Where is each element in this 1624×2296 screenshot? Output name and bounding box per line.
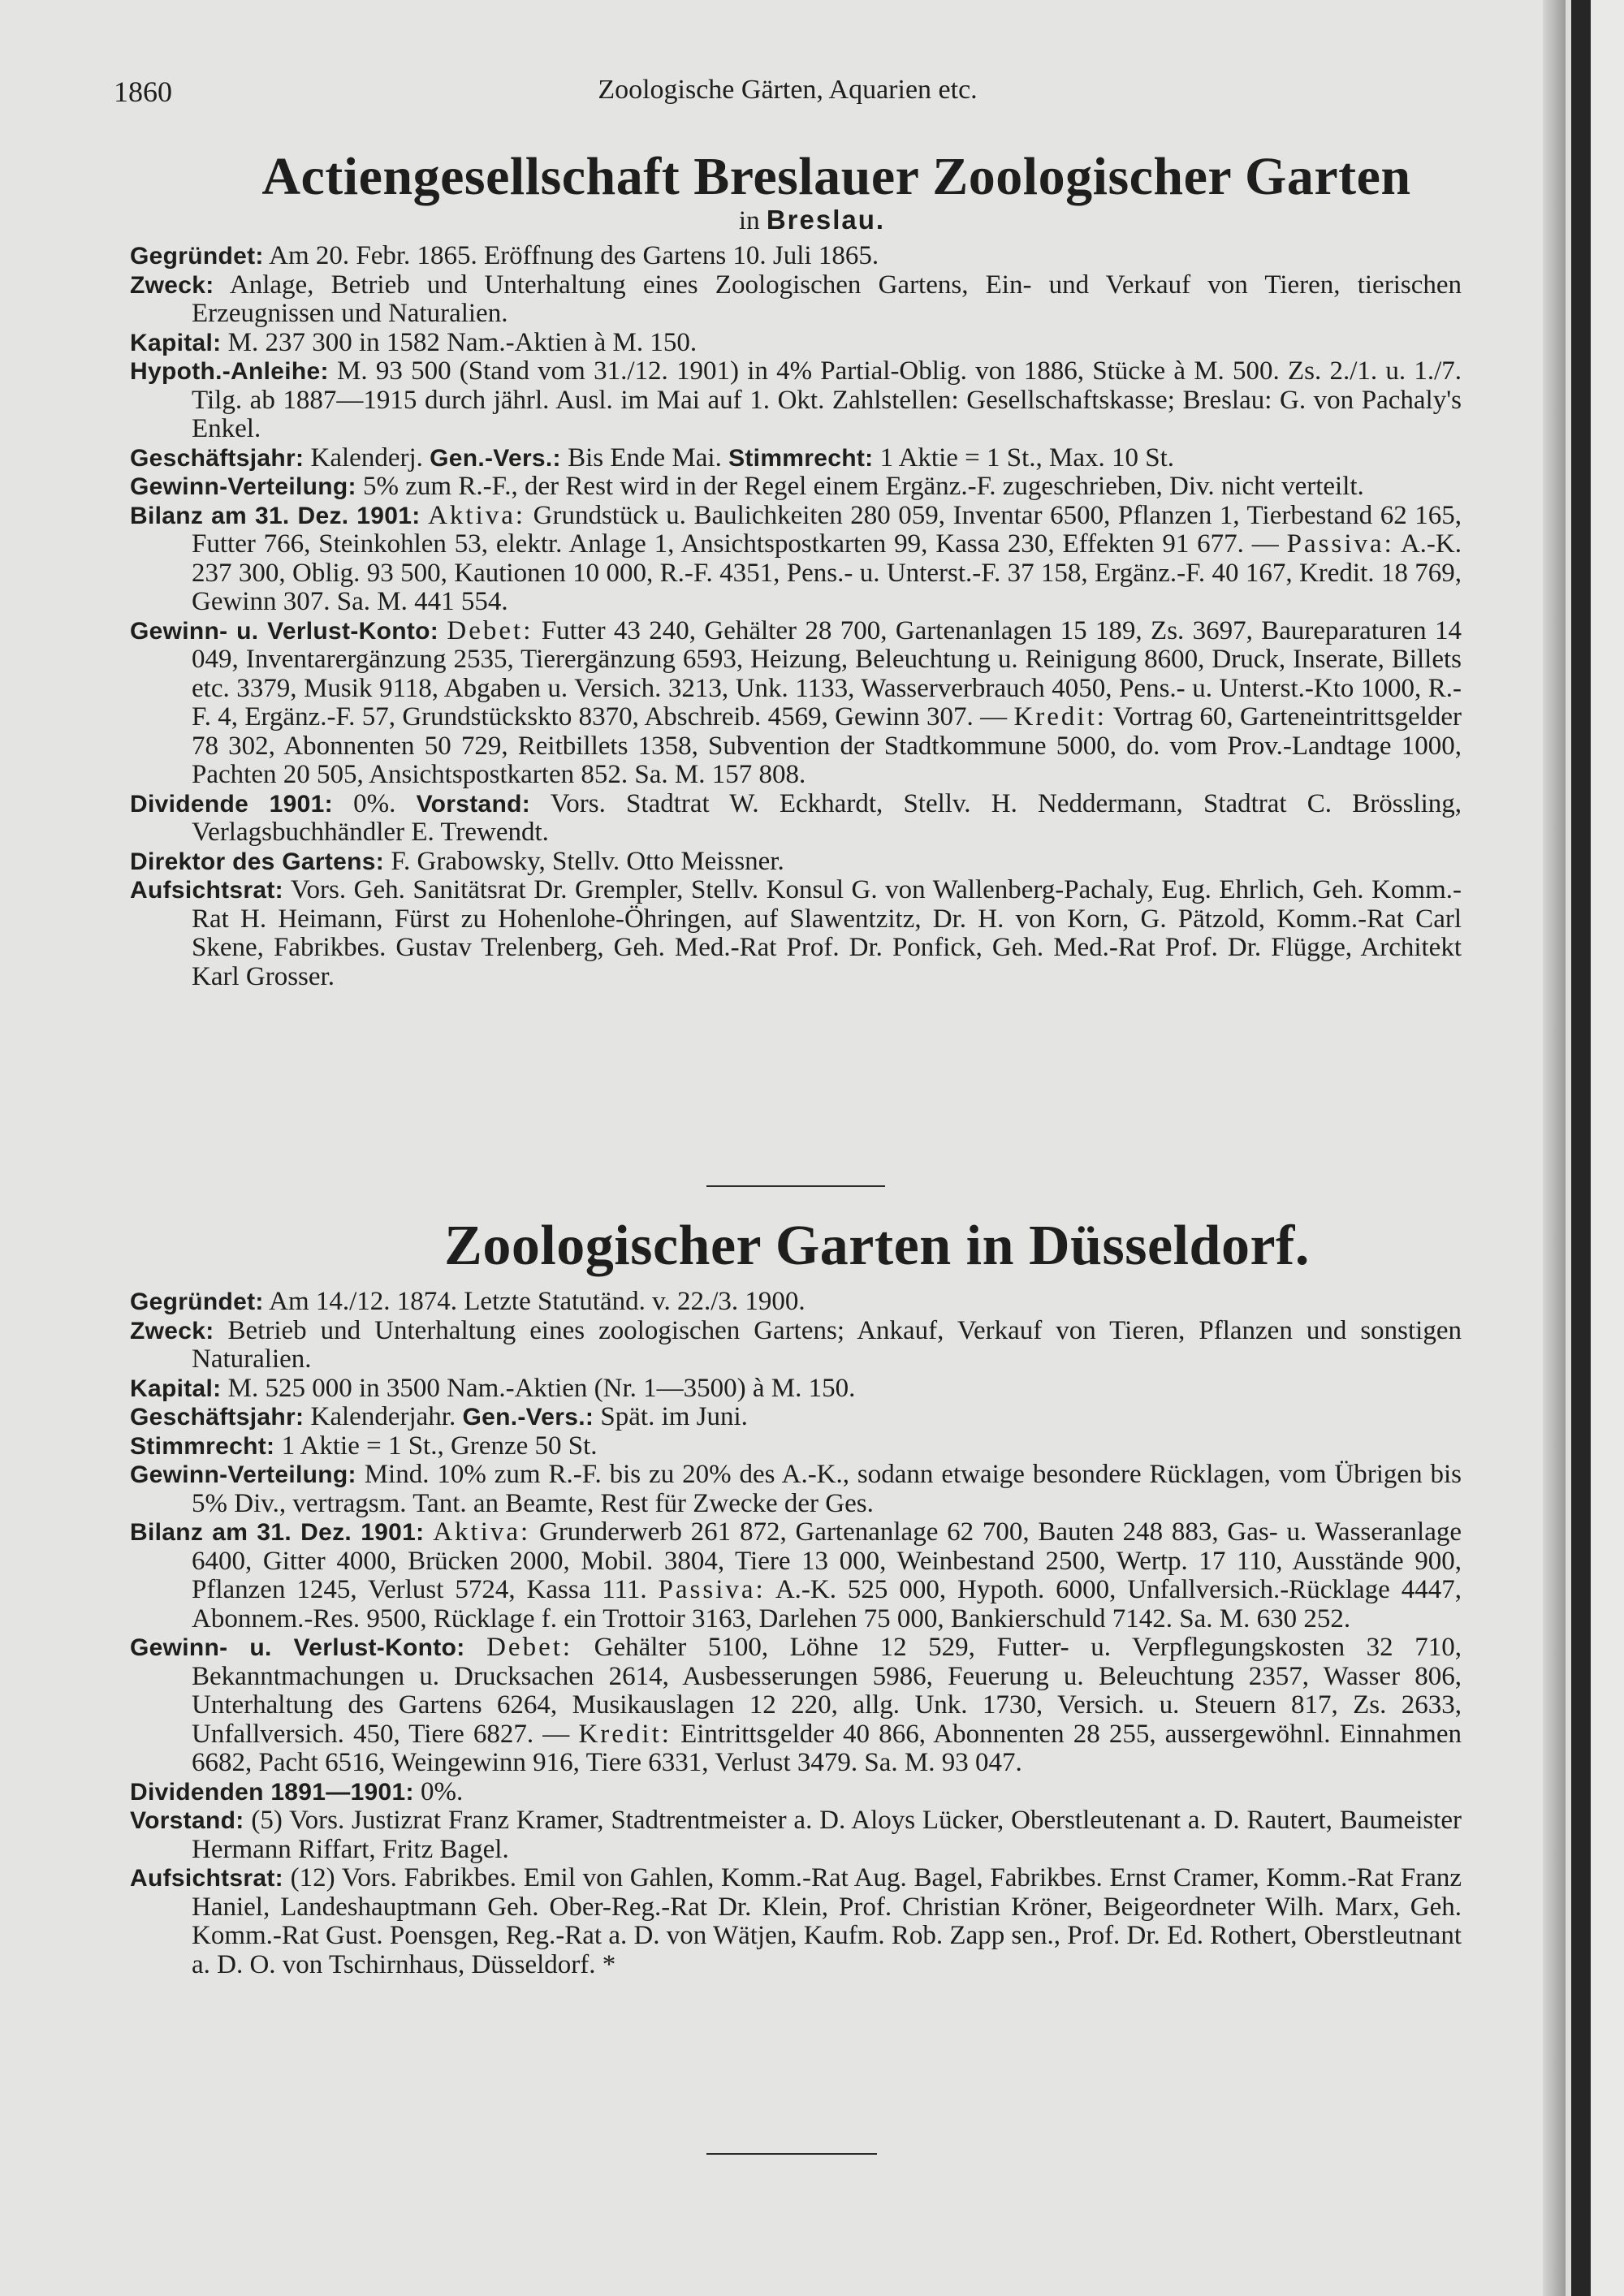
section-divider [706, 2153, 877, 2155]
entry-director: Direktor des Gartens: F. Grabowsky, Stellv. Otto Meissner. [130, 846, 784, 876]
entry-capital: Kapital: M. 525 000 in 3500 Nam.-Aktien (Nr. 1—3500) à M. 150. [130, 1373, 856, 1403]
entry-profit-distribution: Gewinn-Verteilung: 5% zum R.-F., der Rest wird in der Regel einem Ergänz.-F. zugeschrieben, Div. nicht verteilt. [130, 472, 1364, 501]
entry-founded: Gegründet: Am 14./12. 1874. Letzte Statutänd. v. 22./3. 1900. [130, 1287, 806, 1316]
entry-fiscal-year: Geschäftsjahr: Kalenderj. Gen.-Vers.: Bis Ende Mai. Stimmrecht: 1 Aktie = 1 St., Max. 10 St. [130, 442, 1175, 473]
company-title-duesseldorf: Zoologischer Garten in Düsseldorf. [444, 1215, 1310, 1277]
company-entries-breslau [130, 242, 1462, 991]
entry-dividend-board: Dividende 1901: 0%. Vorstand: Vors. Stadtrat W. Eckhardt, Stellv. H. Neddermann, Stadtrat C. Brössling, Verlagsbuchhändler E. Trewendt. [130, 788, 1462, 847]
entry-capital: Kapital: M. 237 300 in 1582 Nam.-Aktien à M. 150. [130, 327, 698, 357]
entry-profit-loss: Gewinn- u. Verlust-Konto: Debet: Gehälter 5100, Löhne 12 529, Futter- u. Verpflegungskosten 32 710, Bekanntmachungen u. Drucksachen 2614, Ausbesserungen 5986, Feuerung u. Beleuchtung 2357, Wasser 806, Unterhaltung des Gartens 6264, Musikauslagen 12 220, allg. Unk. 1730, Versich. u. Steuern 817, Zs. 2633, Unfallversich. 450, Tiere 6827. — Kredit: Eintrittsgelder 40 866, Abonnenten 28 255, aussergewöhnl. Einnahmen 6682, Pacht 6516, Weingewinn 916, Tiere 6331, Verlust 3479. Sa. M. 93 047. [130, 1633, 1462, 1777]
entry-balance-sheet: Bilanz am 31. Dez. 1901: Aktiva: Grunderwerb 261 872, Gartenanlage 62 700, Bauten 248 883, Gas- u. Wasseranlage 6400, Gitter 4000, Brücken 2000, Mobil. 3804, Tiere 13 000, Weinbestand 2500, Wertp. 17 110, Ausstände 900, Pflanzen 1245, Verlust 5724, Kassa 111. Passiva: A.-K. 525 000, Hypoth. 6000, Unfallversich.-Rücklage 4447, Abonnem.-Res. 9500, Rücklage f. ein Trottoir 3163, Darlehen 75 000, Bankierschuld 7142. Sa. M. 630 252. [130, 1517, 1462, 1634]
company-location-line [0, 205, 1624, 236]
binding-edge [1571, 0, 1591, 2296]
entry-profit-loss: Gewinn- u. Verlust-Konto: Debet: Futter 43 240, Gehälter 28 700, Gartenanlagen 15 189, Zs. 3697, Baureparaturen 14 049, Inventarergänzung 2535, Tierergänzung 6593, Heizung, Beleuchtung u. Reinigung 8600, Druck, Inserate, Billets etc. 3379, Musik 9118, Abgaben u. Versich. 3213, Unk. 1133, Wasserverbrauch 4050, Pens.- u. Unterst.-Kto 1000, R.-F. 4, Ergänz.-F. 57, Grundstückskto 8370, Abschreib. 4569, Gewinn 307. — Kredit: Vortrag 60, Garteneintrittsgelder 78 302, Abonnenten 50 729, Reitbillets 1358, Subvention der Stadtkommune 5000, do. vom Prov.-Landtage 1000, Pachten 20 505, Ansichtspostkarten 852. Sa. M. 157 808. [130, 615, 1462, 789]
page-edge-shadow [1543, 0, 1566, 2296]
entry-purpose: Zweck: Anlage, Betrieb und Unterhaltung eines Zoologischen Gartens, Ein- und Verkauf von Tieren, tierischen Erzeugnissen und Naturalien. [130, 270, 1462, 328]
outer-margin [1591, 0, 1624, 2296]
entry-supervisory-board: Aufsichtsrat: (12) Vors. Fabrikbes. Emil von Gahlen, Komm.-Rat Aug. Bagel, Fabrikbes. Ernst Cramer, Komm.-Rat Franz Haniel, Landeshauptmann Geh. Ober-Reg.-Rat Dr. Klein, Prof. Christian Kröner, Beigeordneter Wilh. Marx, Geh. Komm.-Rat Gust. Poensgen, Reg.-Rat a. D. von Wätjen, Kaufm. Rob. Zapp sen., Prof. Dr. Ed. Rothert, Oberstleutnant a. D. O. von Tschirnhaus, Düsseldorf. * [130, 1863, 1462, 1979]
company-entries-duesseldorf [130, 1288, 1462, 1979]
entry-dividends: Dividenden 1891—1901: 0%. [130, 1776, 464, 1806]
entry-fiscal-year: Geschäftsjahr: Kalenderjahr. Gen.-Vers.: Spät. im Juni. [130, 1402, 748, 1431]
entry-balance-sheet: Bilanz am 31. Dez. 1901: Aktiva: Grundstück u. Baulichkeiten 280 059, Inventar 6500, Pflanzen 1, Tierbestand 62 165, Futter 766, Steinkohlen 53, elektr. Anlage 1, Ansichtspostkarten 99, Kassa 230, Effekten 91 677. — Passiva: A.-K. 237 300, Oblig. 93 500, Kautionen 10 000, R.-F. 4351, Pens.- u. Unterst.-F. 37 158, Ergänz.-F. 40 167, Kredit. 18 769, Gewinn 307. Sa. M. 441 554. [130, 500, 1462, 616]
running-header [114, 75, 1462, 114]
entry-profit-distribution: Gewinn-Verteilung: Mind. 10% zum R.-F. bis zu 20% des A.-K., sodann etwaige besondere Rücklagen, vom Übrigen bis 5% Div., vertragsm. Tant. an Beamte, Rest für Zwecke der Ges. [130, 1460, 1462, 1518]
entry-supervisory-board: Aufsichtsrat: Vors. Geh. Sanitätsrat Dr. Grempler, Stellv. Konsul G. von Wallenberg-Pachaly, Eug. Ehrlich, Geh. Komm.-Rat H. Heimann, Fürst zu Hohenlohe-Öhringen, auf Slawentzitz, Dr. H. von Korn, G. Pätzold, Komm.-Rat Carl Skene, Fabrikbes. Gustav Trelenberg, Geh. Med.-Rat Prof. Dr. Ponfick, Geh. Med.-Rat Prof. Dr. Flügge, Architekt Karl Grosser. [130, 875, 1462, 991]
location-prefix: in [738, 206, 760, 235]
entry-purpose: Zweck: Betrieb und Unterhaltung eines zoologischen Gartens; Ankauf, Verkauf von Tieren, Pflanzen und sonstigen Naturalien. [130, 1315, 1462, 1374]
entry-founded: Gegründet: Am 20. Febr. 1865. Eröffnung des Gartens 10. Juli 1865. [130, 241, 879, 270]
company-location: Breslau. [766, 205, 886, 235]
page-number: 1860 [114, 76, 172, 108]
running-title: Zoologische Gärten, Aquarien etc. [598, 75, 978, 105]
entry-board: Vorstand: (5) Vors. Justizrat Franz Kramer, Stadtrentmeister a. D. Aloys Lücker, Oberstleutenant a. D. Rautert, Baumeister Hermann Riffart, Fritz Bagel. [130, 1806, 1462, 1864]
entry-voting-right: Stimmrecht: 1 Aktie = 1 St., Grenze 50 St. [130, 1431, 598, 1461]
company-title-breslau: Actiengesellschaft Breslauer Zoologischer Garten [261, 147, 1411, 206]
section-divider [706, 1185, 885, 1187]
entry-mortgage-loan: Hypoth.-Anleihe: M. 93 500 (Stand vom 31./12. 1901) in 4% Partial-Oblig. von 1886, Stücke à M. 500. Zs. 2./1. u. 1./7. Tilg. ab 1887—1915 durch jährl. Ausl. im Mai auf 1. Okt. Zahlstellen: Gesellschaftskasse; Breslau: G. von Pachaly's Enkel. [130, 356, 1462, 443]
